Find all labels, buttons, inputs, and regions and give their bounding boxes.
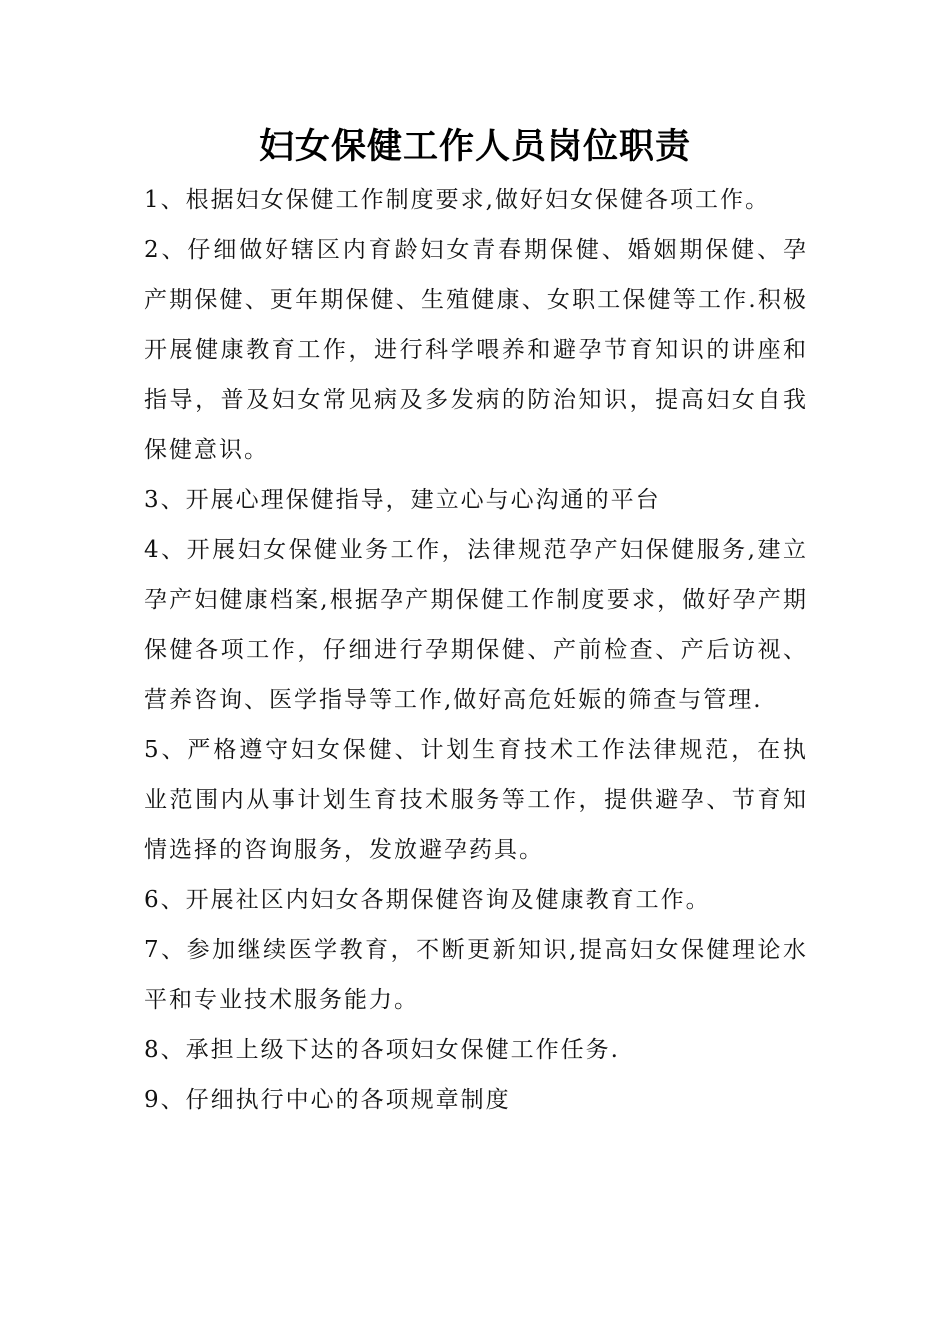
duty-item-5: 5、严格遵守妇女保健、计划生育技术工作法律规范，在执业范围内从事计划生育技术服务等工作，提供避孕、节育知情选择的咨询服务，发放避孕药具。: [144, 737, 808, 863]
duty-item-6: 6、开展社区内妇女各期保健咨询及健康教育工作。: [144, 887, 711, 913]
document-body: [144, 175, 808, 1125]
duty-item-2: 2、仔细做好辖区内育龄妇女青春期保健、婚姻期保健、孕产期保健、更年期保健、生殖健康、女职工保健等工作.积极开展健康教育工作，进行科学喂养和避孕节育知识的讲座和指导，普及妇女常见病及多发病的防治知识，提高妇女自我保健意识。: [144, 237, 808, 463]
document-title: 妇女保健工作人员岗位职责: [258, 126, 691, 167]
duty-item-1: 1、根据妇女保健工作制度要求,做好妇女保健各项工作。: [144, 187, 770, 213]
duty-item-3: 3、开展心理保健指导，建立心与心沟通的平台: [144, 487, 661, 513]
duty-item-7: 7、参加继续医学教育，不断更新知识,提高妇女保健理论水平和专业技术服务能力。: [144, 937, 808, 1013]
duty-item-9: 9、仔细执行中心的各项规章制度: [144, 1087, 511, 1113]
duty-item-8: 8、承担上级下达的各项妇女保健工作任务.: [144, 1037, 620, 1063]
duty-item-4: 4、开展妇女保健业务工作，法律规范孕产妇保健服务,建立孕产妇健康档案,根据孕产期保健工作制度要求，做好孕产期保健各项工作，仔细进行孕期保健、产前检查、产后访视、营养咨询、医学指导等工作,做好高危妊娠的筛查与管理.: [144, 537, 808, 713]
